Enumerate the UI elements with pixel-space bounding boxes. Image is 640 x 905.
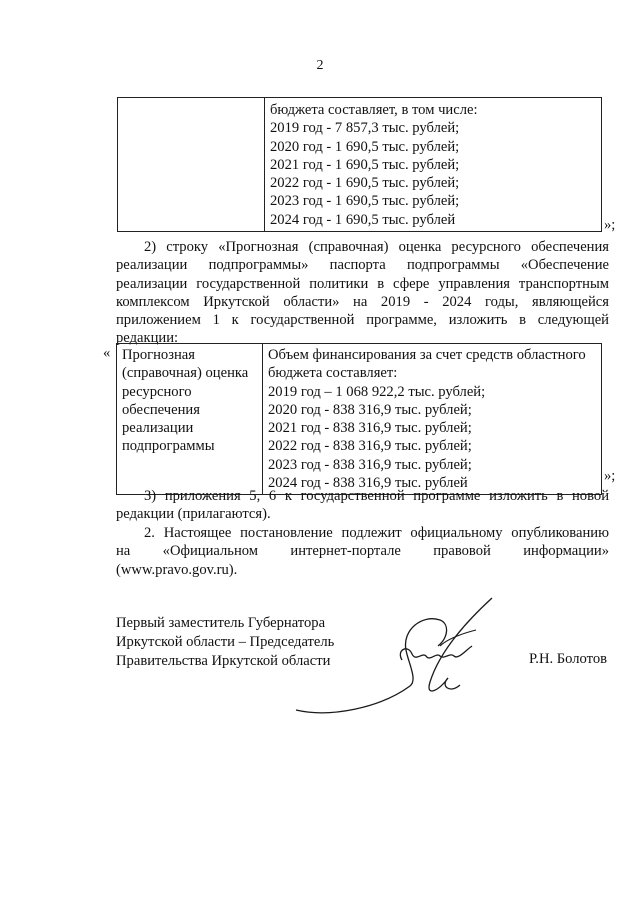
position-line: Первый заместитель Губернатора [116,615,326,631]
table1-close-quote: »; [604,217,616,233]
table1-line: 2019 год - 7 857,3 тыс. рублей; [270,120,460,137]
table2-right-line: 2020 год - 838 316,9 тыс. рублей; [268,401,472,418]
paragraph-line: 2. Настоящее постановление подлежит официальному опубликованию [144,525,609,541]
paragraph-line: приложением 1 к государственной программе, изложить в следующей [116,312,609,329]
table2-left-line: реализации [122,420,194,437]
table2-close-quote: »; [604,468,616,484]
page-number: 2 [316,58,324,73]
table1-left-cell [118,98,265,232]
paragraph-line: комплексом Иркутской области» на 2019 - 2024 годы, являющейся [116,293,609,310]
table1-line: 2020 год - 1 690,5 тыс. рублей; [270,138,460,155]
table1-right-cell [265,98,602,232]
table2-left-line: (справочная) оценка [122,365,249,382]
table2-right-line: 2023 год - 838 316,9 тыс. рублей; [268,456,472,473]
paragraph-line: 3) приложения 5, 6 к государственной программе изложить в новой [144,488,609,504]
table1-line: 2021 год - 1 690,5 тыс. рублей; [270,156,460,173]
table2-open-quote: « [103,345,111,361]
position-line: Правительства Иркутской области [116,653,331,669]
paragraph-line: редакции (прилагаются). [116,506,271,523]
paragraph-line: 2) строку «Прогнозная (справочная) оценка ресурсного обеспечения [144,239,609,255]
amendment-paragraph-2 [116,238,609,348]
table2-right-line: 2024 год - 838 316,9 тыс. рублей [268,475,468,492]
table2-left-line: ресурсного [122,383,192,400]
handwritten-signature [290,590,510,720]
table1-line: 2024 год - 1 690,5 тыс. рублей [270,211,456,228]
table2-left-line: обеспечения [122,401,200,418]
paragraph-line: на «Официальном интернет-портале правовой информации» [116,543,609,560]
funding-table [116,343,602,495]
table2-left-line: Прогнозная [122,347,195,363]
table2-right-line: бюджета составляет: [268,365,398,382]
paragraph-line: редакции: [116,330,179,347]
amendment-paragraph-3 [116,487,609,524]
paragraph-line: (www.pravo.gov.ru). [116,561,238,578]
table2-right-cell [263,344,602,495]
table1-line: 2022 год - 1 690,5 тыс. рублей; [270,175,460,192]
table1-line: 2023 год - 1 690,5 тыс. рублей; [270,193,460,210]
table2-right-line: 2021 год - 838 316,9 тыс. рублей; [268,420,472,437]
table2-left-cell [117,344,263,495]
table2-right-line: 2022 год - 838 316,9 тыс. рублей; [268,438,472,455]
publication-paragraph [116,524,609,579]
paragraph-line: реализации подпрограммы» паспорта подпрограммы «Обеспечение [116,257,609,274]
table2-left-line: подпрограммы [122,438,215,455]
position-line: Иркутской области – Председатель [116,634,335,650]
funding-table-continuation [117,97,602,232]
table2-right-line: Объем финансирования за счет средств областного [268,347,586,363]
signatory-name: Р.Н. Болотов [529,651,608,667]
table2-right-line: 2019 год – 1 068 922,2 тыс. рублей; [268,383,486,400]
table1-line: бюджета составляет, в том числе: [270,102,478,118]
paragraph-line: реализации государственной политики в сфере управления транспортным [116,275,609,292]
